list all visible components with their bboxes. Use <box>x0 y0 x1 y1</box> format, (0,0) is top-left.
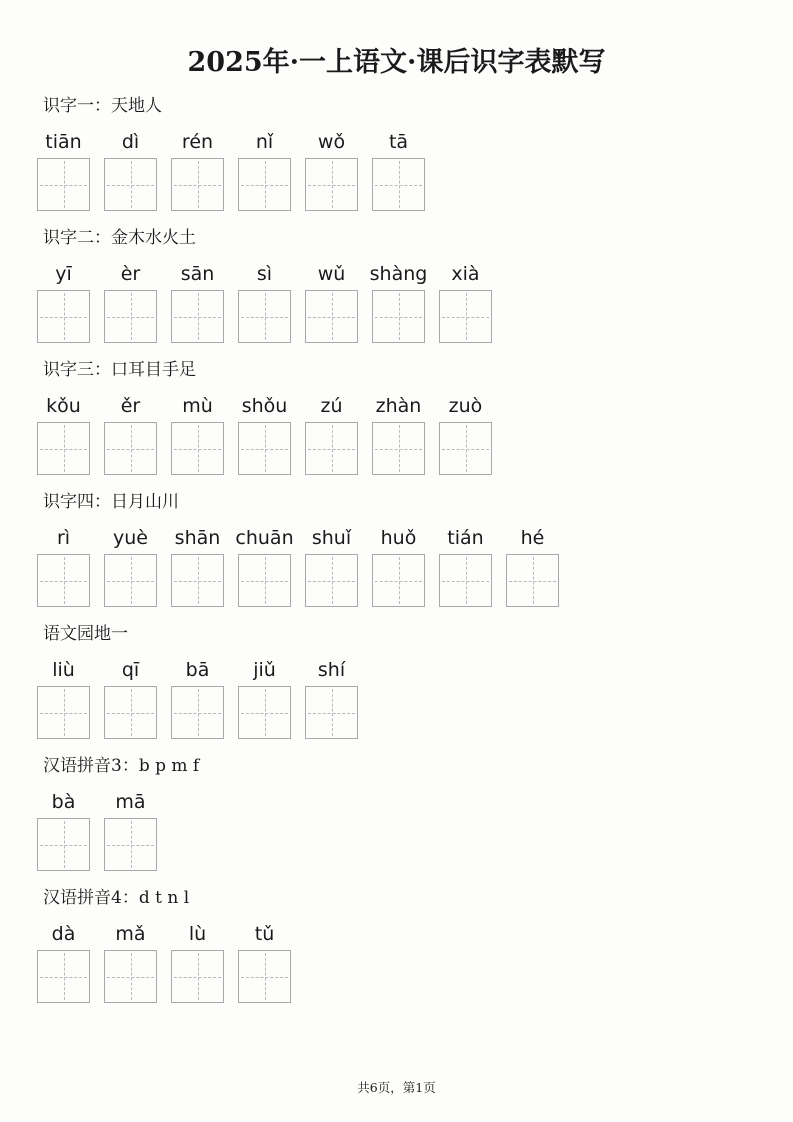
character-cell <box>372 131 425 211</box>
pinyin-label: rì <box>56 527 71 549</box>
sections-container <box>0 78 793 1003</box>
grid-vertical-dashed-line <box>332 425 333 472</box>
pinyin-label: mǎ <box>115 923 146 945</box>
pinyin-label: sì <box>256 263 273 285</box>
character-cell <box>372 395 425 475</box>
worksheet-section-1 <box>37 95 793 211</box>
cell-row <box>37 527 793 607</box>
character-cell <box>104 131 157 211</box>
tianzige-writing-box <box>372 554 425 607</box>
worksheet-section-5 <box>37 623 793 739</box>
grid-vertical-dashed-line <box>399 557 400 604</box>
character-cell <box>235 527 294 607</box>
pinyin-label: wǔ <box>317 263 346 285</box>
pinyin-label: zú <box>320 395 343 417</box>
grid-vertical-dashed-line <box>64 293 65 340</box>
section-label: 识字二：金木水火土 <box>43 228 196 248</box>
grid-vertical-dashed-line <box>332 161 333 208</box>
tianzige-writing-box <box>171 554 224 607</box>
tianzige-writing-box <box>372 158 425 211</box>
grid-vertical-dashed-line <box>198 953 199 1000</box>
tianzige-writing-box <box>506 554 559 607</box>
pinyin-label: mā <box>115 791 146 813</box>
character-cell <box>104 923 157 1003</box>
pinyin-label: tā <box>388 131 409 153</box>
section-label: 识字三：口耳目手足 <box>43 360 196 380</box>
grid-vertical-dashed-line <box>198 557 199 604</box>
character-cell <box>439 527 492 607</box>
tianzige-writing-box <box>238 290 291 343</box>
grid-vertical-dashed-line <box>332 557 333 604</box>
grid-vertical-dashed-line <box>399 293 400 340</box>
character-cell <box>372 527 425 607</box>
grid-vertical-dashed-line <box>64 953 65 1000</box>
section-label: 汉语拼音4：d t n l <box>43 888 190 908</box>
grid-vertical-dashed-line <box>265 557 266 604</box>
pinyin-label: wǒ <box>317 131 346 153</box>
pinyin-label: èr <box>120 263 141 285</box>
character-cell <box>37 527 90 607</box>
tianzige-writing-box <box>305 686 358 739</box>
tianzige-writing-box <box>104 158 157 211</box>
character-cell <box>369 263 428 343</box>
cell-row <box>37 791 793 871</box>
character-cell <box>37 791 90 871</box>
grid-vertical-dashed-line <box>399 425 400 472</box>
character-cell <box>171 527 224 607</box>
tianzige-writing-box <box>372 422 425 475</box>
pinyin-label: shān <box>174 527 221 549</box>
tianzige-writing-box <box>104 686 157 739</box>
pinyin-label: shuǐ <box>311 527 352 549</box>
section-label: 识字四：日月山川 <box>43 492 179 512</box>
grid-vertical-dashed-line <box>131 953 132 1000</box>
pinyin-label: tián <box>447 527 484 549</box>
grid-vertical-dashed-line <box>131 689 132 736</box>
character-cell <box>305 131 358 211</box>
pinyin-label: dà <box>51 923 76 945</box>
tianzige-writing-box <box>171 290 224 343</box>
character-cell <box>439 263 492 343</box>
grid-vertical-dashed-line <box>64 557 65 604</box>
character-cell <box>305 659 358 739</box>
cell-row <box>37 395 793 475</box>
pinyin-label: shàng <box>369 263 428 285</box>
tianzige-writing-box <box>305 422 358 475</box>
pinyin-label: yī <box>55 263 72 285</box>
tianzige-writing-box <box>238 686 291 739</box>
character-cell <box>238 395 291 475</box>
grid-vertical-dashed-line <box>399 161 400 208</box>
tianzige-writing-box <box>171 686 224 739</box>
tianzige-writing-box <box>104 422 157 475</box>
grid-vertical-dashed-line <box>265 293 266 340</box>
worksheet-section-6 <box>37 755 793 871</box>
tianzige-writing-box <box>439 554 492 607</box>
grid-vertical-dashed-line <box>265 689 266 736</box>
grid-vertical-dashed-line <box>265 425 266 472</box>
tianzige-writing-box <box>37 158 90 211</box>
grid-vertical-dashed-line <box>198 689 199 736</box>
pinyin-label: liù <box>52 659 75 681</box>
pinyin-label: shǒu <box>241 395 288 417</box>
grid-vertical-dashed-line <box>198 293 199 340</box>
character-cell <box>506 527 559 607</box>
grid-vertical-dashed-line <box>265 161 266 208</box>
character-cell <box>37 131 90 211</box>
grid-vertical-dashed-line <box>533 557 534 604</box>
grid-vertical-dashed-line <box>265 953 266 1000</box>
character-cell <box>171 659 224 739</box>
character-cell <box>104 395 157 475</box>
tianzige-writing-box <box>37 554 90 607</box>
worksheet-section-3 <box>37 359 793 475</box>
character-cell <box>104 791 157 871</box>
grid-vertical-dashed-line <box>131 293 132 340</box>
character-cell <box>238 131 291 211</box>
pinyin-label: dì <box>121 131 140 153</box>
character-cell <box>238 263 291 343</box>
worksheet-section-2 <box>37 227 793 343</box>
grid-vertical-dashed-line <box>131 425 132 472</box>
tianzige-writing-box <box>171 158 224 211</box>
grid-vertical-dashed-line <box>131 821 132 868</box>
pinyin-label: bà <box>51 791 76 813</box>
pinyin-label: chuān <box>235 527 294 549</box>
tianzige-writing-box <box>238 422 291 475</box>
grid-vertical-dashed-line <box>64 821 65 868</box>
pinyin-label: tiān <box>45 131 82 153</box>
pinyin-label: kǒu <box>46 395 81 417</box>
grid-vertical-dashed-line <box>198 425 199 472</box>
section-label: 汉语拼音3：b p m f <box>43 756 200 776</box>
section-label: 识字一：天地人 <box>43 96 162 116</box>
character-cell <box>104 659 157 739</box>
character-cell <box>238 659 291 739</box>
page-footer: 共6页，第1页 <box>357 1080 436 1095</box>
character-cell <box>171 131 224 211</box>
grid-vertical-dashed-line <box>131 557 132 604</box>
character-cell <box>439 395 492 475</box>
pinyin-label: zhàn <box>375 395 422 417</box>
worksheet-section-4 <box>37 491 793 607</box>
grid-vertical-dashed-line <box>466 425 467 472</box>
character-cell <box>37 395 90 475</box>
character-cell <box>305 527 358 607</box>
pinyin-label: qī <box>121 659 140 681</box>
tianzige-writing-box <box>439 422 492 475</box>
cell-row <box>37 923 793 1003</box>
grid-vertical-dashed-line <box>64 689 65 736</box>
character-cell <box>104 527 157 607</box>
tianzige-writing-box <box>238 158 291 211</box>
tianzige-writing-box <box>305 158 358 211</box>
character-cell <box>171 923 224 1003</box>
cell-row <box>37 131 793 211</box>
pinyin-label: huǒ <box>380 527 417 549</box>
tianzige-writing-box <box>37 422 90 475</box>
pinyin-label: tǔ <box>254 923 275 945</box>
tianzige-writing-box <box>37 290 90 343</box>
character-cell <box>37 659 90 739</box>
character-cell <box>171 395 224 475</box>
character-cell <box>238 923 291 1003</box>
worksheet-section-7 <box>37 887 793 1003</box>
page-title: 2025年·一上语文·课后识字表默写 <box>187 47 606 78</box>
tianzige-writing-box <box>439 290 492 343</box>
grid-vertical-dashed-line <box>64 425 65 472</box>
character-cell <box>171 263 224 343</box>
section-label: 语文园地一 <box>43 624 128 644</box>
tianzige-writing-box <box>372 290 425 343</box>
grid-vertical-dashed-line <box>131 161 132 208</box>
character-cell <box>37 263 90 343</box>
cell-row <box>37 659 793 739</box>
pinyin-label: xià <box>451 263 480 285</box>
pinyin-label: ěr <box>120 395 141 417</box>
character-cell <box>104 263 157 343</box>
pinyin-label: yuè <box>113 527 148 549</box>
grid-vertical-dashed-line <box>466 557 467 604</box>
character-cell <box>305 263 358 343</box>
grid-vertical-dashed-line <box>332 689 333 736</box>
tianzige-writing-box <box>104 554 157 607</box>
grid-vertical-dashed-line <box>198 161 199 208</box>
pinyin-label: lù <box>188 923 207 945</box>
tianzige-writing-box <box>305 290 358 343</box>
tianzige-writing-box <box>37 818 90 871</box>
pinyin-label: bā <box>185 659 210 681</box>
tianzige-writing-box <box>305 554 358 607</box>
tianzige-writing-box <box>104 950 157 1003</box>
pinyin-label: sān <box>180 263 215 285</box>
tianzige-writing-box <box>238 950 291 1003</box>
pinyin-label: hé <box>520 527 545 549</box>
tianzige-writing-box <box>37 950 90 1003</box>
tianzige-writing-box <box>37 686 90 739</box>
character-cell <box>305 395 358 475</box>
tianzige-writing-box <box>238 554 291 607</box>
cell-row <box>37 263 793 343</box>
pinyin-label: mù <box>182 395 213 417</box>
grid-vertical-dashed-line <box>466 293 467 340</box>
grid-vertical-dashed-line <box>64 161 65 208</box>
grid-vertical-dashed-line <box>332 293 333 340</box>
pinyin-label: rén <box>181 131 214 153</box>
pinyin-label: jiǔ <box>253 659 276 681</box>
tianzige-writing-box <box>104 818 157 871</box>
pinyin-label: zuò <box>448 395 483 417</box>
tianzige-writing-box <box>171 422 224 475</box>
tianzige-writing-box <box>104 290 157 343</box>
tianzige-writing-box <box>171 950 224 1003</box>
pinyin-label: shí <box>317 659 346 681</box>
pinyin-label: nǐ <box>255 131 274 153</box>
character-cell <box>37 923 90 1003</box>
